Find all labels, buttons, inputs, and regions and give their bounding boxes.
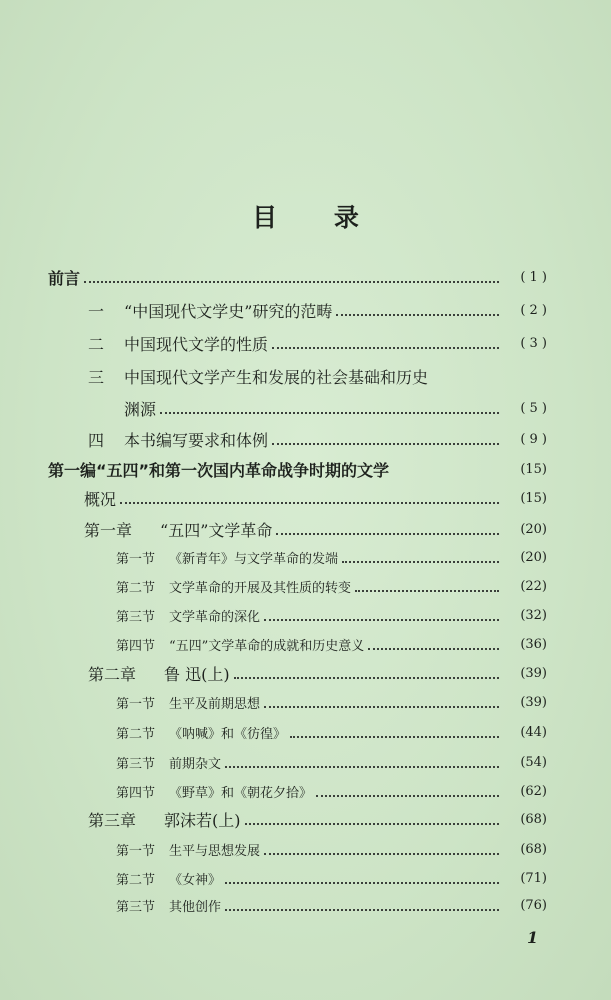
toc-entry-page: (39) (520, 665, 547, 681)
toc-entry-page: (39) (520, 694, 547, 710)
toc-entry-text: 前期杂文 (169, 756, 222, 772)
dot-leader (290, 736, 499, 738)
toc-entry-number: 第四节 (116, 785, 156, 801)
toc-entry-page: (22) (520, 578, 547, 594)
toc-entry-page: (68) (520, 841, 547, 857)
dot-leader (84, 281, 499, 283)
toc-entry-chapter[interactable] (88, 661, 547, 685)
toc-entry-page: (15) (520, 461, 547, 477)
toc-entry-text: 郭沫若(上) (164, 810, 241, 830)
toc-entry-part-one[interactable] (48, 457, 547, 481)
toc-entry-section[interactable] (116, 779, 547, 803)
toc-entry-number: 第二章 (88, 664, 137, 684)
toc-entry-text: 本书编写要求和体例 (124, 430, 269, 450)
toc-entry-page: (15) (520, 490, 547, 506)
toc-entry-text: 《野草》和《朝花夕拾》 (169, 785, 313, 801)
dot-leader (276, 533, 499, 535)
toc-entry-section[interactable] (116, 632, 547, 656)
dot-leader (272, 443, 499, 445)
dot-leader (225, 766, 499, 768)
toc-entry-page: ( 5 ) (520, 400, 547, 416)
toc-entry-section[interactable] (116, 866, 547, 890)
toc-entry-text: “五四”文学革命的成就和历史意义 (169, 638, 365, 654)
toc-entry-page: (32) (520, 607, 547, 623)
toc-entry-number: 第二节 (116, 872, 156, 888)
dot-leader (355, 590, 499, 592)
toc-entry-number: 一 (88, 301, 105, 321)
toc-entry-number: 四 (88, 430, 105, 450)
dot-leader (264, 619, 499, 621)
toc-entry-number: 第三节 (116, 756, 156, 772)
toc-entry-text: 生平及前期思想 (169, 696, 261, 712)
toc-entry-text: 中国现代文学产生和发展的社会基础和历史 (124, 367, 429, 387)
toc-entry-section[interactable] (116, 603, 547, 627)
toc-entry-text: 文学革命的深化 (169, 609, 261, 625)
toc-entry-text: 《女神》 (169, 872, 222, 888)
toc-entry-page: (20) (520, 521, 547, 537)
toc-entry-continuation[interactable] (124, 396, 547, 420)
toc-entry-text: 其他创作 (169, 899, 222, 915)
toc-entry-text: 第一编“五四”和第一次国内革命战争时期的文学 (48, 460, 390, 480)
toc-entry-number: 第三章 (88, 810, 137, 830)
toc-entry-text: “中国现代文学史”研究的范畴 (124, 301, 333, 321)
toc-entry-page: (76) (520, 897, 547, 913)
toc-entry-section[interactable] (116, 893, 547, 917)
toc-entry-page: (44) (520, 724, 547, 740)
toc-entry-text: 中国现代文学的性质 (124, 334, 269, 354)
toc-entry[interactable] (88, 364, 547, 388)
toc-entry-number: 第一节 (116, 551, 156, 567)
dot-leader (264, 706, 499, 708)
toc-entry-chapter[interactable] (88, 807, 547, 831)
dot-leader (316, 795, 499, 797)
page-number: 1 (527, 928, 539, 947)
dot-leader (120, 502, 499, 504)
toc-entry-number: 三 (88, 367, 105, 387)
toc-entry-page: (71) (520, 870, 547, 886)
toc-entry-text: 概况 (84, 489, 117, 509)
toc-entry-text: 《新青年》与文学革命的发端 (169, 551, 339, 567)
toc-entry-section[interactable] (116, 837, 547, 861)
toc-entry-preface[interactable] (48, 265, 547, 289)
toc-entry-number: 第一章 (84, 520, 133, 540)
toc-entry-number: 第一节 (116, 843, 156, 859)
toc-entry-section[interactable] (116, 750, 547, 774)
toc-entry-chapter[interactable] (84, 517, 547, 541)
dot-leader (245, 823, 499, 825)
toc-entry-page: ( 1 ) (520, 269, 547, 285)
toc-entry-number: 第三节 (116, 899, 156, 915)
toc-entry-section[interactable] (116, 690, 547, 714)
dot-leader (272, 347, 499, 349)
dot-leader (225, 882, 499, 884)
toc-entry-number: 第三节 (116, 609, 156, 625)
toc-entry-number: 第四节 (116, 638, 156, 654)
toc-entry-section[interactable] (116, 545, 547, 569)
dot-leader (368, 648, 499, 650)
toc-entry-page: (36) (520, 636, 547, 652)
dot-leader (336, 314, 499, 316)
toc-entry-text: 鲁 迅(上) (164, 664, 230, 684)
toc-entry-page: (54) (520, 754, 547, 770)
toc-entry[interactable] (88, 427, 547, 451)
toc-entry-text: 文学革命的开展及其性质的转变 (169, 580, 352, 596)
toc-entry-page: (62) (520, 783, 547, 799)
toc-entry-text: 前言 (48, 268, 81, 288)
toc-entry-page: ( 9 ) (520, 431, 547, 447)
toc-entry-page: (68) (520, 811, 547, 827)
toc-entry-number: 第一节 (116, 696, 156, 712)
toc-entry[interactable] (88, 298, 547, 322)
toc-entry-overview[interactable] (84, 486, 547, 510)
toc-entry-text: 渊源 (124, 399, 157, 419)
dot-leader (264, 853, 499, 855)
dot-leader (160, 412, 499, 414)
toc-entry-page: ( 3 ) (520, 335, 547, 351)
toc-entry-page: ( 2 ) (520, 302, 547, 318)
toc-entry-text: 《呐喊》和《彷徨》 (169, 726, 287, 742)
toc-entry-page: (20) (520, 549, 547, 565)
toc-entry-text: 生平与思想发展 (169, 843, 261, 859)
toc-entry-section[interactable] (116, 720, 547, 744)
toc-entry-number: 二 (88, 334, 105, 354)
toc-entry-section[interactable] (116, 574, 547, 598)
toc-entry[interactable] (88, 331, 547, 355)
toc-entry-number: 第二节 (116, 580, 156, 596)
toc-entry-number: 第二节 (116, 726, 156, 742)
toc-entry-text: “五四”文学革命 (160, 520, 273, 540)
dot-leader (234, 677, 499, 679)
page-title: 目 录 (252, 203, 383, 232)
dot-leader (342, 561, 499, 563)
dot-leader (225, 909, 499, 911)
